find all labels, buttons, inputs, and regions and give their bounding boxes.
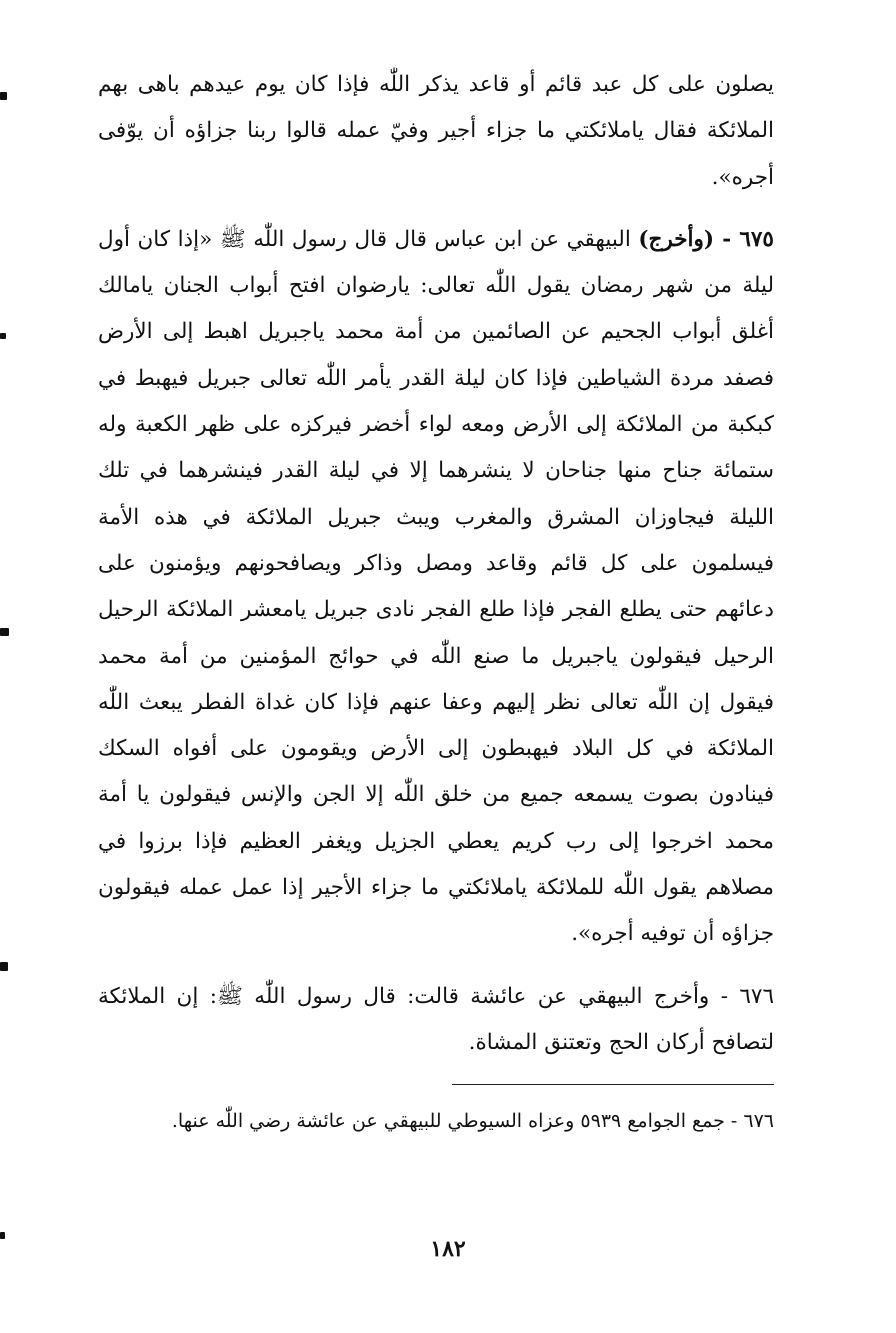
hadith-675-text: البيهقي عن ابن عباس قال قال رسول اللّٰه ﷺ «إذا كان أول ليلة من شهر رمضان يقول اللّٰه تعالى: يارضوان افتح أبواب الجنان يامالك أغلق أبواب الجحيم عن الصائمين من أمة محمد ياجبريل اهبط إلى الأرض فصفد مردة الشياطين فإذا كان ليلة القدر يأمر اللّٰه تعالى جبريل فيهبط في كبكبة من الملائكة إلى الأرض ومعه لواء أخضر فيركزه على ظهر الكعبة وله ستمائة جناح منها جناحان لا ينشرهما إلا في ليلة القدر فينشرهما في تلك الليلة فيجاوزان المشرق والمغرب ويبث جبريل الملائكة في هذه الأمة فيسلمون على كل قائم وقاعد ومصل وذاكر ويصافحونهم ويؤمنون على دعائهم حتى يطلع الفجر فإذا طلع الفجر نادى جبريل يامعشر الملائكة الرحيل الرحيل فيقولون ياجبريل ما صنع اللّٰه في حوائج المؤمنين من أمة محمد فيقول إن اللّٰه تعالى نظر إليهم وعفا عنهم فإذا كان غداة الفطر يبعث اللّٰه الملائكة في كل البلاد فيهبطون إلى الأرض ويقومون على أفواه السكك فينادون بصوت يسمعه جميع من خلق اللّٰه إلا الجن والإنس فيقولون يا أمة محمد اخرجوا إلى رب كريم يعطي الجزيل ويغفر العظيم فإذا برزوا في مصلاهم يقول اللّٰه للملائكة ياملائكتي ما جزاء الأجير إذا عمل عمله فيقولون جزاؤه أن توفيه أجره».	[98, 226, 774, 947]
scan-edge-mark	[0, 962, 8, 971]
hadith-675	[98, 217, 774, 958]
scan-edge-mark	[0, 1232, 5, 1239]
scan-edge-mark	[0, 92, 7, 100]
main-text	[98, 62, 774, 1066]
scan-edge-mark	[0, 628, 9, 636]
paragraph-continuation: يصلون على كل عبد قائم أو قاعد يذكر اللّٰه فإذا كان يوم عيدهم باهى بهم الملائكة فقال ياملائكتي ما جزاء أجير وفيّ عمله قالوا ربنا جزاؤه أن يوّفى أجره».	[98, 72, 774, 190]
footnote-divider	[452, 1084, 774, 1085]
footnote: ٦٧٦ - جمع الجوامع ٥٩٣٩ وعزاه السيوطي للبيهقي عن عائشة رضي اللّٰه عنها.	[171, 1110, 774, 1132]
scan-edge-mark	[0, 333, 6, 339]
hadith-675-lead: ٦٧٥ - (وأخرج)	[638, 226, 774, 252]
hadith-676: ٦٧٦ - وأخرج البيهقي عن عائشة قالت: قال رسول اللّٰه ﷺ: إن الملائكة لتصافح أركان الحج وتعتنق المشاة.	[98, 983, 774, 1055]
page-number: ١٨٢	[430, 1236, 466, 1262]
